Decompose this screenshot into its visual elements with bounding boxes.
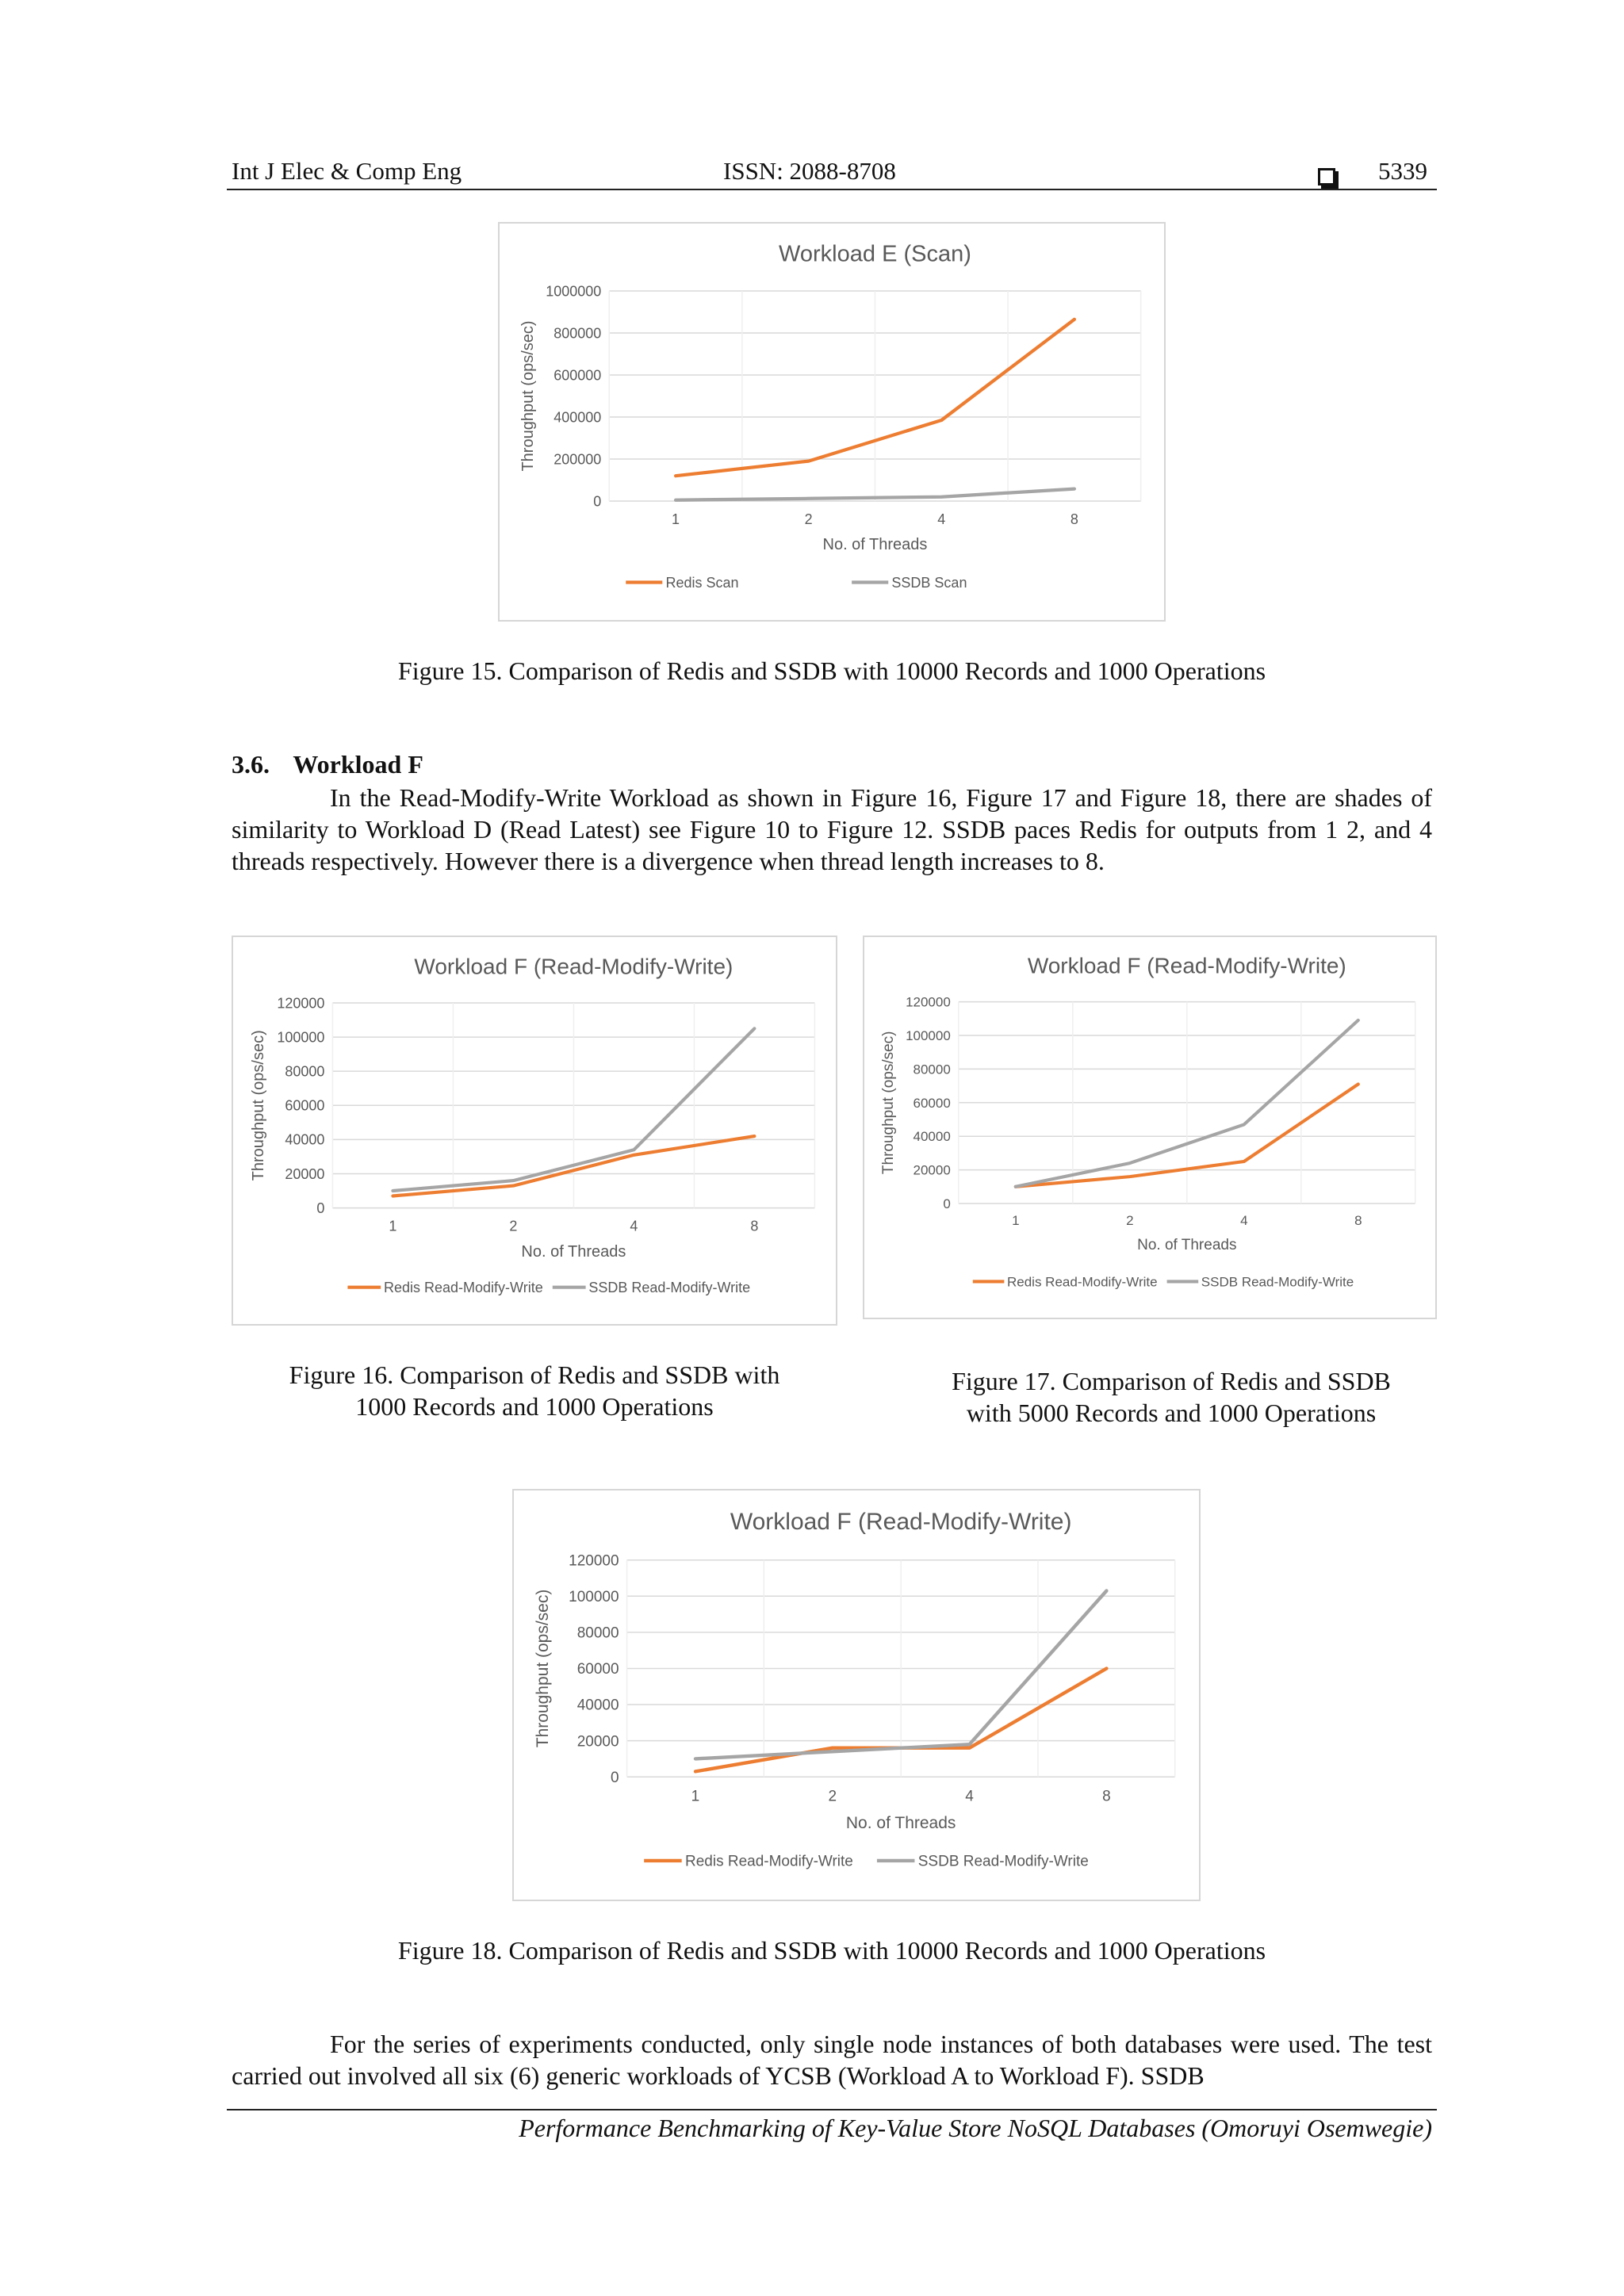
fig16-ytick-0: 0 — [316, 1200, 325, 1216]
fig15-xlabel: No. of Threads — [822, 536, 928, 554]
fig16-ytick-2: 40000 — [285, 1131, 325, 1148]
section-paragraph: In the Read-Modify-Write Workload as shown in Figure 16, Figure 17 and Figure 18, there are shades of similarity to Workload D (Read Latest) see Figure 10 to Figure 12. SSDB paces Redis for outputs from 1 2, and 4 threads respectively. However there is a divergence when thread length increases to 8. — [232, 783, 1432, 875]
fig15-ylabel: Throughput (ops/sec) — [519, 320, 537, 472]
fig18-ytick-4: 80000 — [576, 1624, 619, 1642]
fig18-xlabel: No. of Threads — [845, 1813, 956, 1832]
fig17-ytick-1: 20000 — [913, 1162, 951, 1178]
journal-name: Int J Elec & Comp Eng — [232, 157, 462, 185]
fig16-title: Workload F (Read-Modify-Write) — [414, 954, 733, 979]
fig17-ytick-6: 120000 — [906, 994, 951, 1010]
section-number: 3.6. — [232, 750, 270, 779]
fig16-ytick-3: 60000 — [285, 1097, 325, 1114]
section-heading — [232, 750, 423, 779]
fig17-ytick-2: 40000 — [913, 1129, 951, 1145]
fig15-legend-label-0: Redis Scan — [665, 574, 739, 591]
fig17-xtick-1: 2 — [1126, 1213, 1134, 1229]
chart-fig16 — [232, 936, 837, 1326]
fig18-ylabel: Throughput (ops/sec) — [534, 1589, 553, 1748]
fig18-legend-label-0: Redis Read-Modify-Write — [685, 1853, 853, 1870]
fig16-xtick-2: 4 — [630, 1218, 638, 1234]
fig18-ytick-6: 120000 — [569, 1552, 619, 1570]
chart-fig18 — [512, 1489, 1201, 1901]
footer-text: Performance Benchmarking of Key-Value Store NoSQL Databases (Omoruyi Osemwegie) — [519, 2114, 1432, 2142]
fig17-xtick-2: 4 — [1240, 1213, 1248, 1229]
header-rule — [227, 189, 1437, 190]
fig15-xtick-0: 1 — [672, 511, 680, 527]
fig17-caption-line1: Figure 17. Comparison of Redis and SSDB — [952, 1367, 1391, 1395]
fig18-ytick-0: 0 — [610, 1769, 619, 1786]
fig18-ytick-1: 20000 — [576, 1733, 619, 1751]
fig16-xtick-1: 2 — [509, 1218, 518, 1234]
fig17-legend-label-0: Redis Read-Modify-Write — [1007, 1274, 1158, 1290]
fig18-caption: Figure 18. Comparison of Redis and SSDB with 10000 Records and 1000 Operations — [397, 1936, 1266, 1965]
fig17-xtick-0: 1 — [1012, 1213, 1020, 1229]
fig16-svg — [233, 937, 836, 1324]
fig16-ytick-4: 80000 — [285, 1063, 325, 1080]
fig17-caption-line2: with 5000 Records and 1000 Operations — [966, 1399, 1377, 1427]
fig17-ylabel: Throughput (ops/sec) — [880, 1031, 897, 1175]
fig18-ytick-5: 100000 — [569, 1588, 619, 1605]
fig15-ytick-4: 800000 — [553, 325, 602, 342]
fig16-legend-label-1: SSDB Read-Modify-Write — [588, 1279, 751, 1295]
fig17-ytick-0: 0 — [943, 1196, 951, 1211]
fig18-xtick-2: 4 — [965, 1788, 974, 1805]
fig15-ytick-1: 200000 — [553, 451, 602, 468]
fig18-title: Workload F (Read-Modify-Write) — [730, 1509, 1072, 1536]
fig18-ytick-2: 40000 — [576, 1697, 619, 1714]
fig16-ytick-5: 100000 — [277, 1029, 325, 1046]
page-number: 5339 — [1378, 157, 1427, 185]
fig16-legend-label-0: Redis Read-Modify-Write — [384, 1279, 543, 1295]
fig18-xtick-1: 2 — [828, 1788, 837, 1805]
fig15-xtick-2: 4 — [937, 511, 946, 527]
fig16-ytick-1: 20000 — [285, 1165, 325, 1182]
fig15-svg — [500, 224, 1164, 620]
fig15-xtick-3: 8 — [1070, 511, 1078, 527]
fig17-ytick-5: 100000 — [906, 1027, 951, 1043]
box-icon — [1318, 160, 1335, 192]
fig17-xlabel: No. of Threads — [1137, 1236, 1237, 1253]
fig17-legend-label-1: SSDB Read-Modify-Write — [1201, 1274, 1354, 1290]
closing-paragraph: For the series of experiments conducted, only single node instances of both databases were used. The test carried out involved all six (6) generic workloads of YCSB (Workload A to Workload F). SSDB — [232, 2030, 1432, 2090]
fig15-ytick-3: 600000 — [553, 367, 602, 384]
chart-fig17 — [863, 936, 1437, 1319]
fig16-caption-line2: 1000 Records and 1000 Operations — [355, 1392, 714, 1421]
fig16-ylabel: Throughput (ops/sec) — [250, 1030, 267, 1181]
fig16-caption-line1: Figure 16. Comparison of Redis and SSDB with — [289, 1360, 780, 1389]
footer-rule — [227, 2109, 1437, 2110]
issn: ISSN: 2088-8708 — [723, 157, 896, 185]
fig17-svg — [864, 937, 1435, 1318]
fig15-ytick-2: 400000 — [553, 409, 602, 426]
fig16-ytick-6: 120000 — [277, 995, 325, 1012]
fig16-xtick-3: 8 — [750, 1218, 759, 1234]
fig15-ytick-0: 0 — [593, 493, 602, 510]
fig18-svg — [514, 1490, 1199, 1900]
section-title: Workload F — [293, 750, 423, 779]
chart-fig15 — [498, 222, 1166, 622]
fig15-xtick-1: 2 — [804, 511, 813, 527]
fig18-ytick-3: 60000 — [576, 1661, 619, 1678]
fig18-xtick-3: 8 — [1102, 1788, 1111, 1805]
fig16-xtick-0: 1 — [389, 1218, 397, 1234]
fig15-caption: Figure 15. Comparison of Redis and SSDB with 10000 Records and 1000 Operations — [397, 656, 1266, 685]
fig17-xtick-3: 8 — [1354, 1213, 1362, 1229]
fig15-legend-label-1: SSDB Scan — [891, 574, 967, 591]
fig15-title: Workload E (Scan) — [779, 241, 971, 267]
fig17-ytick-4: 80000 — [913, 1062, 951, 1077]
fig17-title: Workload F (Read-Modify-Write) — [1027, 953, 1346, 978]
fig16-xlabel: No. of Threads — [521, 1242, 626, 1261]
fig18-xtick-0: 1 — [691, 1788, 700, 1805]
fig17-ytick-3: 60000 — [913, 1095, 951, 1111]
fig17-caption — [863, 1365, 1480, 1429]
fig18-legend-label-1: SSDB Read-Modify-Write — [917, 1853, 1089, 1870]
fig16-caption — [232, 1359, 837, 1422]
fig15-ytick-5: 1000000 — [546, 283, 602, 300]
